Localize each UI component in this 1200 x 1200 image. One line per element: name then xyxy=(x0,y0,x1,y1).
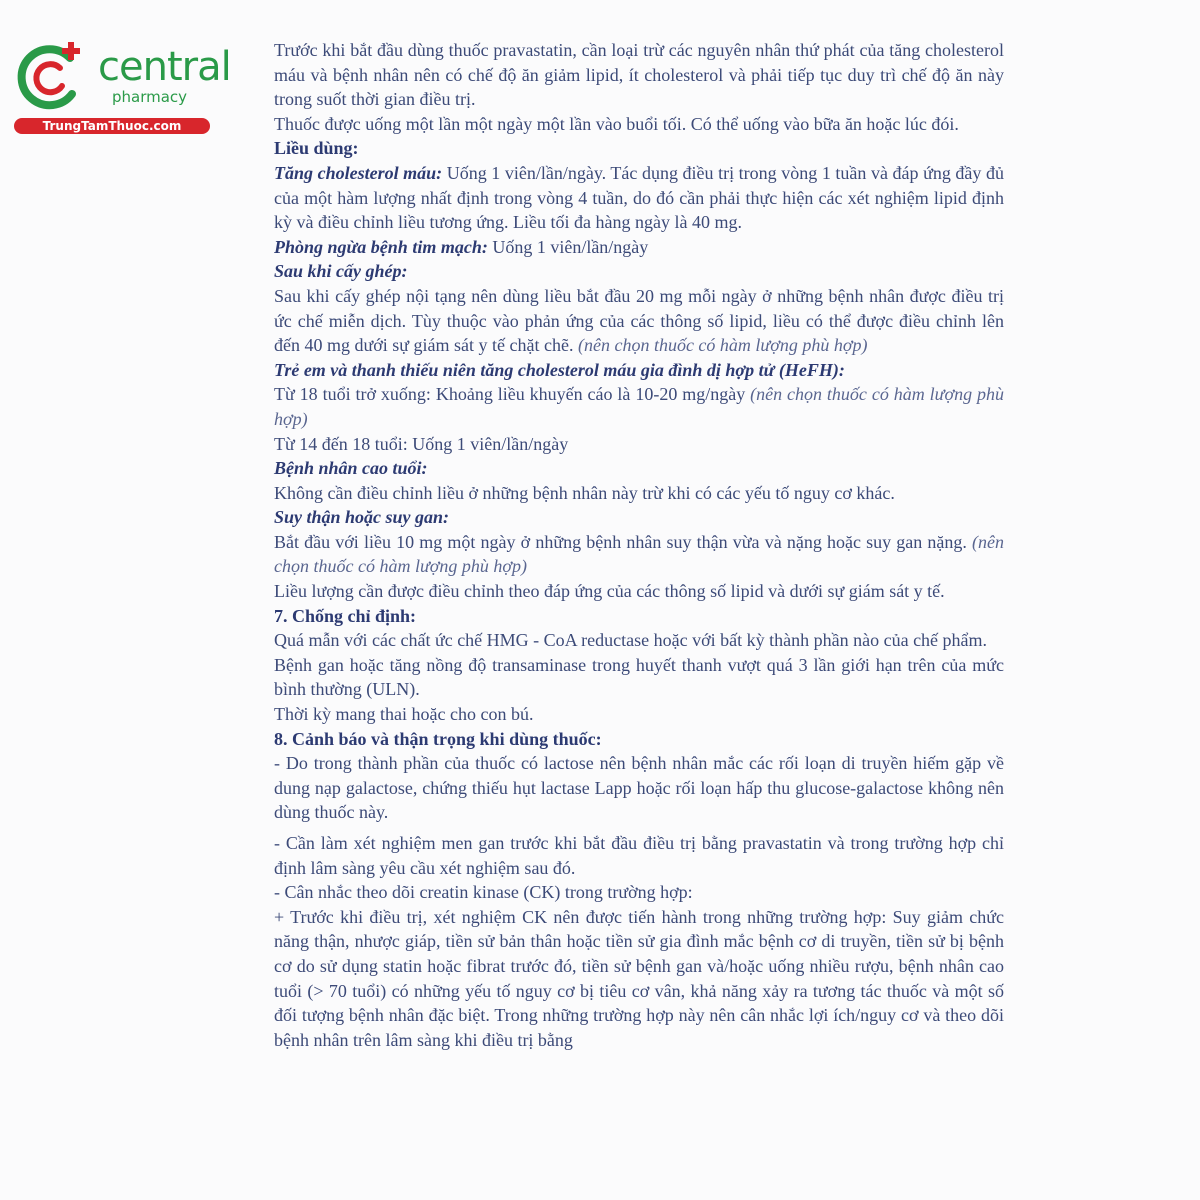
note-text: (nên chọn thuốc có hàm lượng phù hợp) xyxy=(274,384,1004,429)
subheading: Sau khi cấy ghép: xyxy=(274,261,408,282)
dosage-cardio xyxy=(274,235,1004,260)
intro-paragraph: Trước khi bắt đầu dùng thuốc pravastatin, cần loại trừ các nguyên nhân thứ phát của tăng cholesterol máu và bệnh nhân nên có chế độ ăn giảm lipid, ít cholesterol và phải tiếp tục duy trì chế độ ăn này trong suốt thời gian điều trị. xyxy=(274,40,1004,110)
paragraph-text: Từ 14 đến 18 tuổi: Uống 1 viên/lần/ngày xyxy=(274,433,569,454)
dosage-renal xyxy=(274,530,1004,579)
paragraph-text: + Trước khi điều trị, xét nghiệm CK nên được tiến hành trong những trường hợp: Suy giảm chức năng thận, nhược giáp, tiền sử bản thân hoặc tiền sử gia đình mắc bệnh cơ di truyền, tiền sử bị bệnh cơ do sử dụng statin hoặc fibrat trước đó, tiền sử bệnh gan và/hoặc uống nhiều rượu, bệnh nhân cao tuổi (> 70 tuổi) có những yếu tố nguy cơ bị tiêu cơ vân, khả năng xảy ra tương tác thuốc và một số đối tượng bệnh nhân đặc biệt. Trong những trường hợp này nên cân nhắc lợi ích/nguy cơ và theo dõi bệnh nhân trên lâm sàng khi điều trị bằng xyxy=(274,906,1004,1050)
dosage-transplant xyxy=(274,284,1004,358)
paragraph-text: Không cần điều chỉnh liều ở những bệnh nhân này trừ khi có các yếu tố nguy cơ khác. xyxy=(274,482,895,503)
note-text: (nên chọn thuốc có hàm lượng phù hợp) xyxy=(274,531,1004,577)
subheading: Phòng ngừa bệnh tim mạch: xyxy=(274,236,488,257)
contraindications-heading: 7. Chống chỉ định: xyxy=(274,605,417,626)
paragraph-text: Bắt đầu với liều 10 mg một ngày ở những bệnh nhân suy thận vừa và nặng hoặc suy gan nặng. xyxy=(274,531,973,552)
dosage-child xyxy=(274,382,1004,431)
paragraph-text: Quá mẫn với các chất ức chế HMG - CoA reductase hoặc với bất kỳ thành phần nào của chế phẩm. xyxy=(274,630,988,651)
logo-subtitle: pharmacy xyxy=(112,88,188,106)
paragraph-text: Uống 1 viên/lần/ngày. Tác dụng điều trị trong vòng 1 tuần và đáp ứng đầy đủ của một hàm lượng nhất định trong vòng 4 tuần, do đó cần phải thực hiện các xét nghiệm lipid định kỳ và điều chỉnh liều tương ứng. Liều tối đa hàng ngày là 40 mg. xyxy=(274,162,1004,233)
warnings-heading: 8. Cảnh báo và thận trọng khi dùng thuốc: xyxy=(274,728,602,749)
paragraph-text: Thời kỳ mang thai hoặc cho con bú. xyxy=(274,704,534,725)
central-pharmacy-logo xyxy=(12,38,231,138)
logo-url-banner: TrungTamThuoc.com xyxy=(14,118,210,134)
dosage-heading: Liều dùng: xyxy=(274,138,359,159)
paragraph-text: Uống 1 viên/lần/ngày xyxy=(487,236,649,257)
logo-name: central xyxy=(98,44,231,90)
pharmacy-c-cross-icon xyxy=(12,38,90,116)
paragraph-text: - Do trong thành phần của thuốc có lactose nên bệnh nhân mắc các rối loạn di truyền hiếm gặp về dung nạp galactose, chứng thiếu hụt lactase Lapp hoặc rối loạn hấp thu glucose-galactose không nên dùng thuốc này. xyxy=(274,753,1004,823)
dosage-cholesterol xyxy=(274,161,1004,235)
subheading: Bệnh nhân cao tuổi: xyxy=(274,458,428,479)
subheading: Tăng cholesterol máu: xyxy=(274,162,443,183)
subheading: Suy thận hoặc suy gan: xyxy=(274,507,450,528)
intro-paragraph: Thuốc được uống một lần một ngày một lần vào buổi tối. Có thể uống vào bữa ăn hoặc lúc đói. xyxy=(274,113,959,134)
note-text: (nên chọn thuốc có hàm lượng phù hợp) xyxy=(577,335,868,356)
paragraph-text: - Cần làm xét nghiệm men gan trước khi bắt đầu điều trị bằng pravastatin và trong trường hợp chỉ định lâm sàng yêu cầu xét nghiệm sau đó. xyxy=(274,833,1004,878)
paragraph-text: Từ 18 tuổi trở xuống: Khoảng liều khuyến cáo là 10-20 mg/ngày xyxy=(274,384,751,405)
leaflet-text xyxy=(274,38,1004,1052)
paragraph-text: - Cân nhắc theo dõi creatin kinase (CK) trong trường hợp: xyxy=(274,882,693,903)
paragraph-text: Sau khi cấy ghép nội tạng nên dùng liều bắt đầu 20 mg mỗi ngày ở những bệnh nhân được điều trị ức chế miễn dịch. Tùy thuộc vào phản ứng của các thông số lipid, liều có thể được điều chỉnh lên đến 40 mg dưới sự giám sát y tế chặt chẽ. xyxy=(274,285,1004,356)
paragraph-text: Bệnh gan hoặc tăng nồng độ transaminase trong huyết thanh vượt quá 3 lần giới hạn trên của mức bình thường (ULN). xyxy=(274,654,1004,700)
paragraph-text: Liều lượng cần được điều chỉnh theo đáp ứng của các thông số lipid và dưới sự giám sát y tế. xyxy=(274,581,945,602)
subheading: Trẻ em và thanh thiếu niên tăng cholesterol máu gia đình dị hợp tử (HeFH): xyxy=(274,359,845,380)
